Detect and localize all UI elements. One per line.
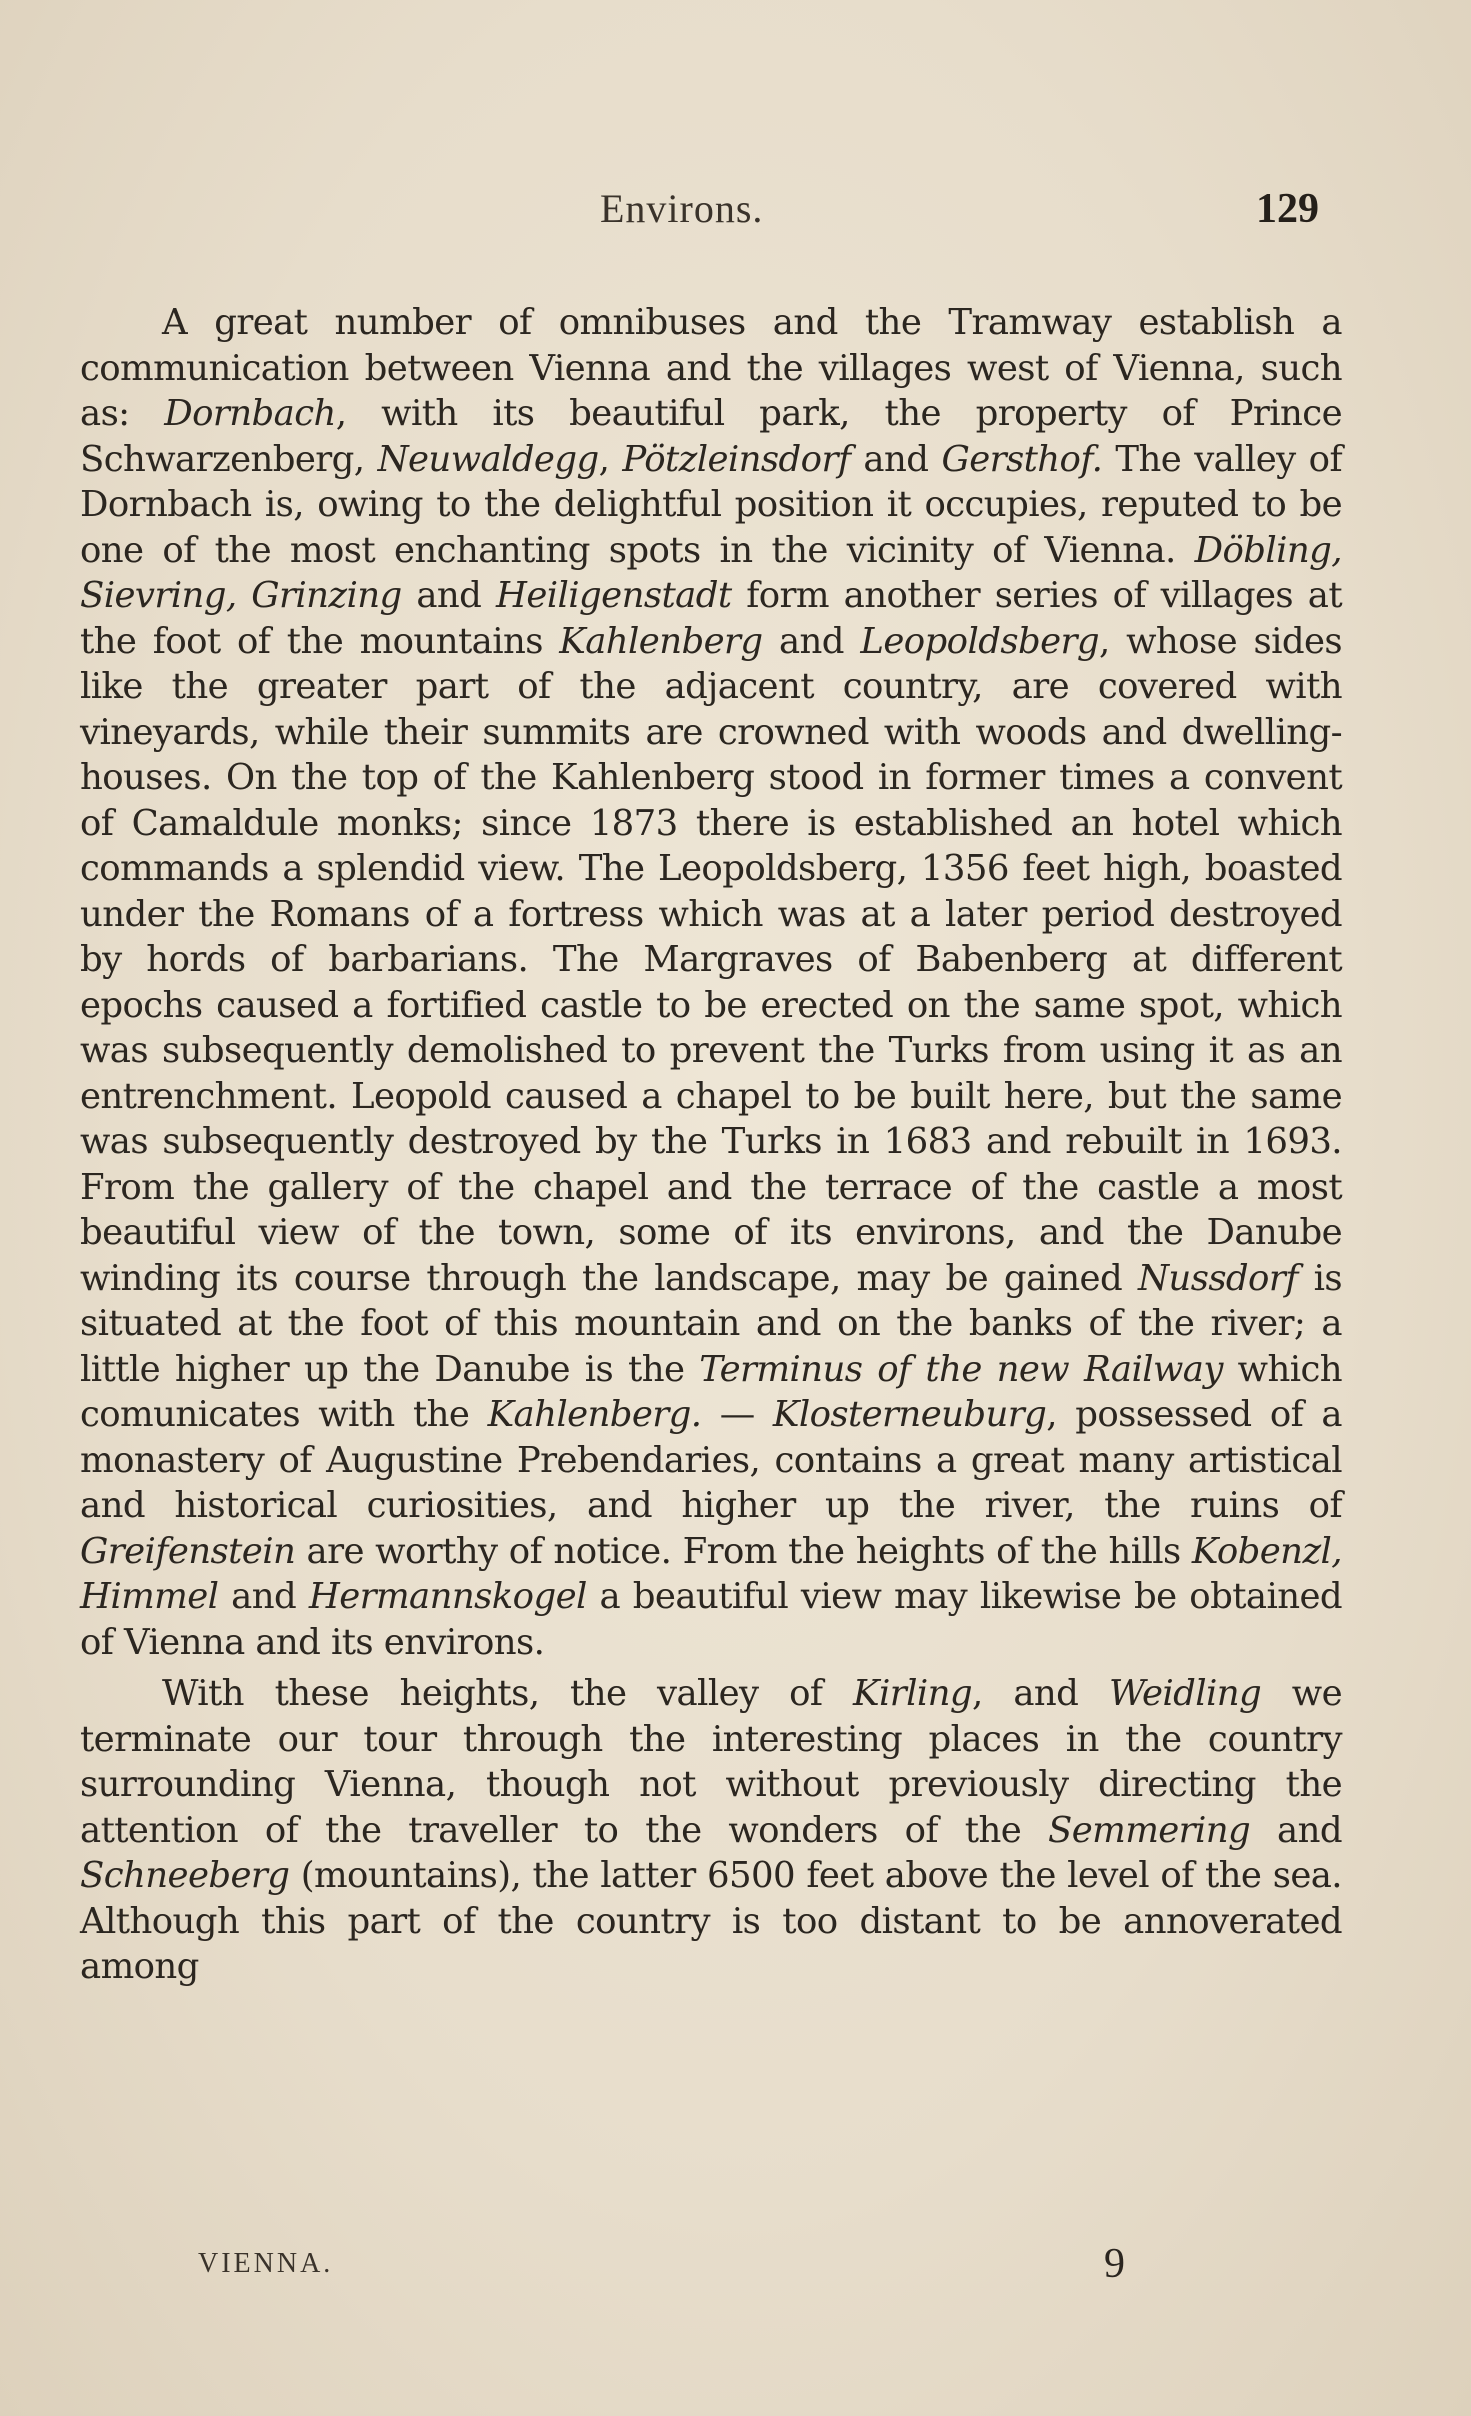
text-run: , whose sides like the greater part of the adjacent country, are covered with vineyards, while their summits are crowned with woods and dwelling-houses. On the top of the Kahlenberg stood in former times a convent of Camaldule monks; since 1873 there is established an hotel which commands a splendid view. The Leopoldsberg, 1356 feet high, boasted under the Romans of a fortress which was at a later period destroyed by hords of barbarians. The Margraves of Babenberg at different epochs caused a fortified castle to be erected on the same spot, which was subsequently demolished to prevent the Turks from using it as an entrenchment. Leopold caused a chapel to be built here, but the same was subsequently destroyed by the Turks in 1683 and rebuilt in 1693. From the gallery of the chapel and the terrace of the castle a most beautiful view of the town, some of its environs, and the Danube winding its course through the landscape, may be gained	[80, 620, 1342, 1299]
paragraph-environs-villages	[80, 300, 1342, 1665]
italic-run: Kobenzl, Himmel	[80, 1530, 1342, 1617]
text-run: (mountains), the latter 6500 feet above the level of the sea. Although this part of the country is too distant to be annoverated among	[80, 1855, 1342, 1987]
text-run: is situated at the foot of this mountain and on the banks of the river; a little higher up the Danube is the	[80, 1257, 1342, 1390]
signature-mark: 9	[1104, 2241, 1125, 2287]
text-run: , and	[972, 1673, 1109, 1714]
italic-run: Weidling	[1108, 1673, 1262, 1714]
italic-run: Terminus of the new Railway	[699, 1348, 1223, 1390]
text-run: and	[762, 620, 861, 662]
body-text	[80, 300, 1342, 1990]
signature-label: VIENNA.	[198, 2248, 334, 2279]
text-run: and	[1250, 1809, 1343, 1851]
running-head	[0, 185, 1471, 235]
italic-run: Dornbach	[164, 393, 336, 434]
text-run: we terminate our tour through the interesting places in the country surrounding Vienna, though not without previously directing the attention of the traveller to the wonders of the	[80, 1673, 1342, 1851]
text-run: and	[218, 1576, 309, 1617]
text-run: are worthy of notice. From the heights of the hills	[295, 1530, 1192, 1572]
text-run: —	[701, 1394, 773, 1435]
running-title: Environs.	[600, 186, 764, 231]
italic-run: Neuwaldegg	[377, 438, 599, 480]
text-run: which comunicates with the	[80, 1348, 1343, 1435]
text-run: A great number of omnibuses and the Tramway establish a communication between Vienna and the villages west of Vienna, such as:	[80, 302, 1342, 434]
italic-run: Pötzleinsdorf	[622, 438, 851, 480]
italic-run: Kirling	[853, 1673, 972, 1714]
italic-run: Kahlenberg.	[487, 1394, 702, 1435]
page-number: 129	[1256, 186, 1319, 232]
italic-run: Döbling, Sievring, Grinzing	[80, 529, 1342, 616]
italic-run: Kahlenberg	[559, 620, 763, 662]
italic-run: Gersthof.	[941, 438, 1103, 480]
text-run: and	[850, 438, 942, 480]
italic-run: Nussdorf	[1137, 1257, 1298, 1299]
text-run: and	[401, 575, 497, 616]
italic-run: Hermannskogel	[308, 1576, 587, 1617]
text-run: , with its beautiful park, the property of Prince Schwarzenberg,	[80, 393, 1342, 480]
italic-run: Heiligenstadt	[496, 575, 732, 616]
text-run: , possessed of a monastery of Augustine Prebendaries, contains a great many artistical and historical curiosities, and higher up the river, the ruins of	[80, 1394, 1342, 1526]
paragraph-semmering-schneeberg	[80, 1671, 1342, 1990]
text-run: ,	[598, 438, 623, 480]
text-run: The valley of Dornbach is, owing to the delightful position it occupies, reputed to be one of the most enchanting spots in the vicinity of Vienna.	[80, 438, 1342, 571]
italic-run: Schneeberg	[80, 1855, 290, 1896]
italic-run: Semmering	[1048, 1809, 1251, 1851]
page-footer	[0, 2240, 1471, 2290]
text-run: form another series of villages at the foot of the mountains	[80, 575, 1342, 662]
italic-run: Leopoldsberg	[860, 620, 1099, 662]
italic-run: Greifenstein	[80, 1530, 296, 1572]
italic-run: Klosterneuburg	[772, 1394, 1047, 1435]
text-run: With these heights, the valley of	[162, 1673, 854, 1714]
text-run: a beautiful view may likewise be obtained of Vienna and its environs.	[80, 1576, 1342, 1663]
